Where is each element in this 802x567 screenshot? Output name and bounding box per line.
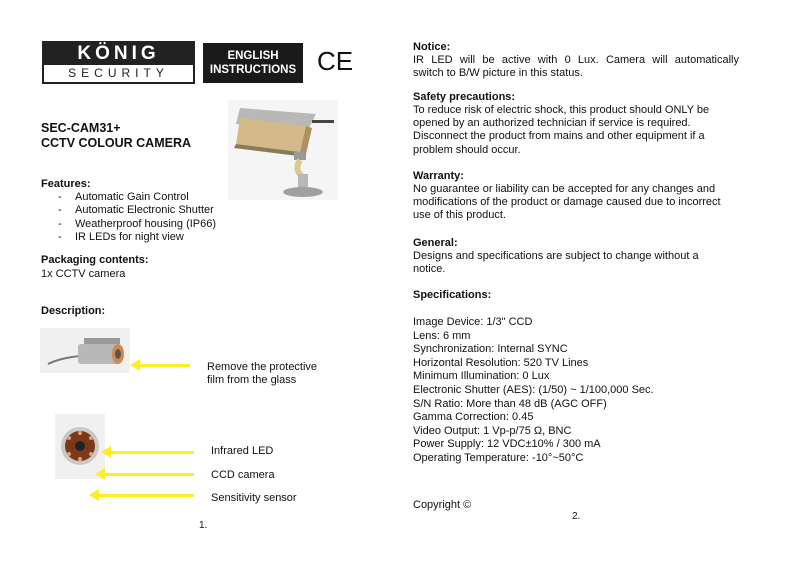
spec-item: Minimum Illumination: 0 Lux (413, 370, 550, 383)
copyright-text: Copyright © (413, 499, 472, 511)
safety-line: Disconnect the product from mains and other equipment if a (413, 130, 705, 143)
specifications-heading: Specifications: (413, 289, 492, 301)
camera-side-photo (40, 328, 130, 373)
callout-film-line-2: film from the glass (207, 374, 297, 387)
callout-film-line-1: Remove the protective (207, 361, 318, 373)
general-heading: General: (413, 237, 458, 249)
features-list (58, 191, 216, 244)
arrow-film-head (130, 359, 140, 371)
general-text (413, 250, 699, 276)
safety-line: To reduce risk of electric shock, this product should ONLY be (413, 104, 710, 116)
safety-line: problem should occur. (413, 143, 521, 156)
badge-line-1: ENGLISH (227, 50, 279, 62)
warranty-heading: Warranty: (413, 170, 464, 182)
spec-item: Video Output: 1 Vp-p/75 Ω, BNC (413, 424, 572, 437)
spec-item: Gamma Correction: 0.45 (413, 411, 534, 424)
feature-item: - Automatic Electronic Shutter (58, 204, 214, 217)
warranty-line: use of this product. (413, 209, 506, 222)
callout-remove-film (207, 361, 317, 387)
spec-item: Image Device: 1/3" CCD (413, 316, 533, 328)
notice-line-1: IR LED will be active with 0 Lux. Camera will automatically (413, 54, 739, 66)
feature-item: - Weatherproof housing (IP66) (58, 217, 217, 230)
callout-infrared-led: Infrared LED (211, 445, 274, 457)
general-line: notice. (413, 263, 446, 276)
spec-item: Horizontal Resolution: 520 TV Lines (413, 356, 589, 369)
page-number-right: 2. (572, 511, 581, 522)
specifications-list (413, 316, 654, 466)
notice-heading: Notice: (413, 41, 451, 53)
safety-heading: Safety precautions: (413, 91, 516, 103)
safety-text (413, 104, 709, 157)
callout-ccd-camera: CCD camera (211, 469, 275, 481)
description-heading: Description: (41, 305, 106, 317)
english-instructions-badge (203, 43, 303, 83)
product-title (41, 121, 191, 151)
feature-item: - IR LEDs for night view (58, 230, 184, 243)
page-number-left: 1. (199, 520, 208, 531)
logo-brand: KÖNIG (44, 43, 193, 65)
warranty-line: modifications of the product or damage caused due to incorrect (413, 196, 721, 209)
warranty-line: No guarantee or liability can be accepted for any changes and (413, 183, 716, 195)
logo-subtitle: SECURITY (68, 66, 169, 80)
spec-item: Synchronization: Internal SYNC (413, 343, 568, 356)
product-name: CCTV COLOUR CAMERA (41, 136, 191, 150)
features-heading: Features: (41, 178, 91, 190)
arrow-sensor (98, 494, 194, 497)
safety-line: opened by an authorized technician if service is required. (413, 117, 691, 130)
notice-text (413, 54, 739, 80)
spec-item: Operating Temperature: -10°~50°C (413, 451, 584, 464)
arrow-ccd-head (95, 468, 105, 480)
konig-security-logo (42, 41, 195, 84)
arrow-ir-head (101, 446, 111, 458)
spec-item: Power Supply: 12 VDC±10% / 300 mA (413, 438, 601, 451)
arrow-sensor-head (89, 489, 99, 501)
arrow-ccd (104, 473, 194, 476)
notice-line-2: switch to B/W picture in this status. (413, 67, 583, 80)
callout-sensitivity-sensor: Sensitivity sensor (211, 492, 297, 504)
spec-item: S/N Ratio: More than 48 dB (AGC OFF) (413, 397, 607, 410)
packaging-text: 1x CCTV camera (41, 268, 126, 280)
camera-product-photo (228, 100, 338, 200)
spec-item: Electronic Shutter (AES): (1/50) ~ 1/100,000 Sec. (413, 383, 654, 396)
spec-item: Lens: 6 mm (413, 329, 471, 342)
packaging-heading: Packaging contents: (41, 254, 149, 266)
feature-item: - Automatic Gain Control (58, 191, 189, 203)
ce-mark-icon: CE (317, 46, 354, 76)
warranty-text (413, 183, 721, 223)
general-line: Designs and specifications are subject to change without a (413, 250, 699, 262)
arrow-ir (110, 451, 194, 454)
arrow-film (138, 364, 190, 367)
badge-line-2: INSTRUCTIONS (209, 64, 297, 76)
product-model: SEC-CAM31+ (41, 121, 121, 135)
